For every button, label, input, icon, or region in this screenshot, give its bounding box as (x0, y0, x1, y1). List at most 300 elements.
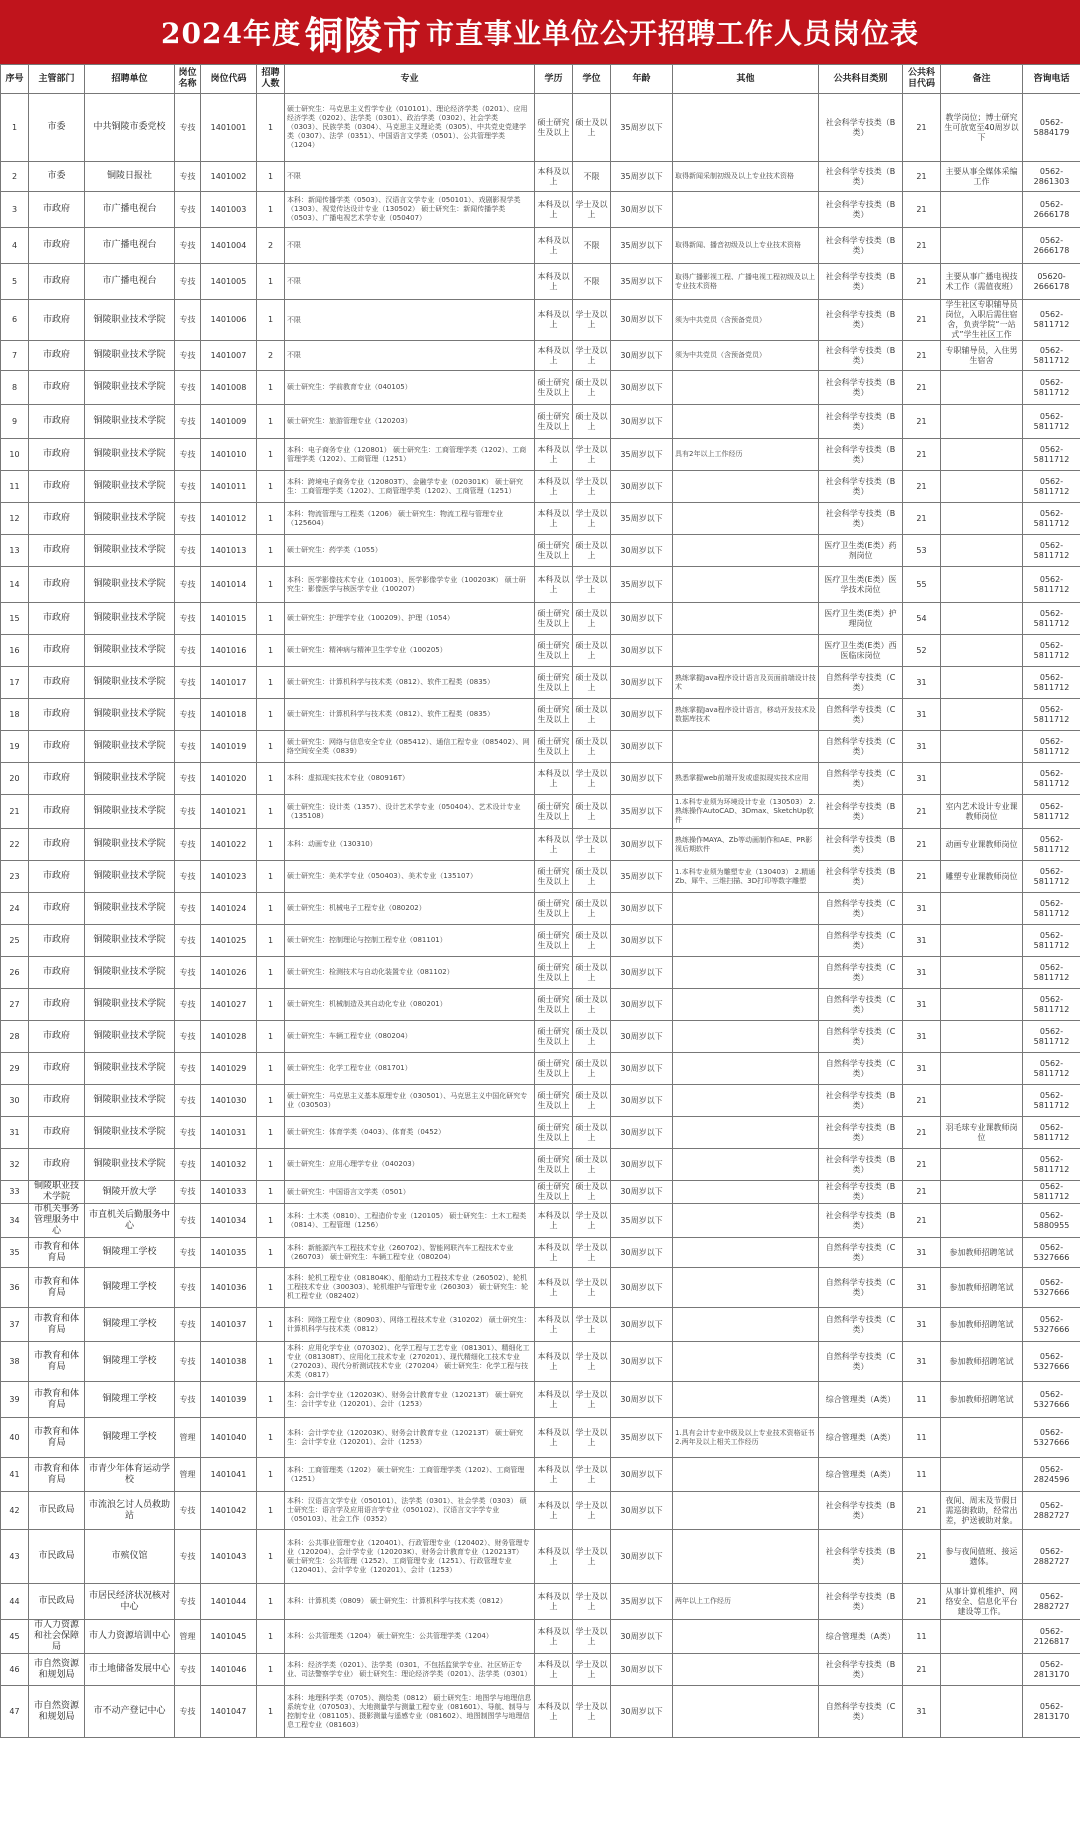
cell-age: 30周岁以下 (611, 1686, 673, 1738)
cell-num: 1 (257, 861, 285, 893)
cell-age: 30周岁以下 (611, 1458, 673, 1492)
cell-num: 1 (257, 1204, 285, 1238)
cell-phone: 0562-5811712 (1023, 925, 1080, 957)
cell-subject: 自然科学专技类（C类） (819, 989, 903, 1021)
cell-post: 专技 (175, 228, 201, 264)
cell-unit: 铜陵理工学校 (85, 1238, 175, 1268)
cell-edu: 硕士研究生及以上 (535, 989, 573, 1021)
cell-subject: 社会科学专技类（B类） (819, 300, 903, 341)
cell-no: 37 (1, 1308, 29, 1342)
cell-degree: 学士及以上 (573, 1686, 611, 1738)
cell-note (941, 535, 1023, 567)
cell-no: 9 (1, 405, 29, 439)
col-header-unit: 招聘单位 (85, 65, 175, 94)
cell-other (673, 925, 819, 957)
cell-note (941, 1458, 1023, 1492)
cell-major: 本科：经济学类（0201）、法学类（0301，不包括监狱学专业、社区矫正专业、司法警察学专业） 硕士研究生：理论经济学类（0201）、法学类（0301） (285, 1654, 535, 1686)
cell-dept: 市政府 (29, 1149, 85, 1181)
cell-post: 专技 (175, 1181, 201, 1204)
cell-age: 30周岁以下 (611, 1620, 673, 1654)
cell-edu: 本科及以上 (535, 1308, 573, 1342)
cell-subject: 自然科学专技类（C类） (819, 1053, 903, 1085)
cell-degree: 学士及以上 (573, 1268, 611, 1308)
cell-note (941, 405, 1023, 439)
cell-subcode: 31 (903, 699, 941, 731)
cell-post: 专技 (175, 763, 201, 795)
cell-degree: 硕士及以上 (573, 699, 611, 731)
cell-post: 专技 (175, 94, 201, 162)
cell-subcode: 54 (903, 603, 941, 635)
cell-age: 35周岁以下 (611, 162, 673, 192)
cell-degree: 硕士及以上 (573, 1149, 611, 1181)
cell-post: 管理 (175, 1418, 201, 1458)
table-row (1, 94, 1080, 162)
cell-major: 不限 (285, 341, 535, 371)
cell-no: 47 (1, 1686, 29, 1738)
col-header-major: 专业 (285, 65, 535, 94)
cell-edu: 硕士研究生及以上 (535, 603, 573, 635)
cell-num: 1 (257, 1620, 285, 1654)
cell-age: 30周岁以下 (611, 1181, 673, 1204)
cell-phone: 0562-5327666 (1023, 1342, 1080, 1382)
cell-note (941, 1204, 1023, 1238)
cell-num: 1 (257, 1458, 285, 1492)
cell-other (673, 94, 819, 162)
cell-num: 1 (257, 1584, 285, 1620)
table-row (1, 635, 1080, 667)
cell-subcode: 21 (903, 439, 941, 471)
cell-dept: 市政府 (29, 371, 85, 405)
cell-age: 35周岁以下 (611, 503, 673, 535)
cell-no: 24 (1, 893, 29, 925)
cell-subcode: 21 (903, 795, 941, 829)
cell-no: 20 (1, 763, 29, 795)
cell-degree: 学士及以上 (573, 300, 611, 341)
cell-major: 本科：动画专业（130310） (285, 829, 535, 861)
cell-unit: 铜陵职业技术学院 (85, 795, 175, 829)
cell-no: 29 (1, 1053, 29, 1085)
cell-post: 专技 (175, 1492, 201, 1530)
cell-age: 30周岁以下 (611, 1654, 673, 1686)
cell-other (673, 1181, 819, 1204)
cell-subject: 自然科学专技类（C类） (819, 1308, 903, 1342)
cell-subject: 自然科学专技类（C类） (819, 893, 903, 925)
cell-subject: 社会科学专技类（B类） (819, 1149, 903, 1181)
cell-other (673, 1085, 819, 1117)
cell-major: 硕士研究生：中国语言文学类（0501） (285, 1181, 535, 1204)
cell-dept: 市政府 (29, 795, 85, 829)
cell-unit: 市广播电视台 (85, 264, 175, 300)
table-row (1, 1149, 1080, 1181)
cell-degree: 学士及以上 (573, 1620, 611, 1654)
cell-dept: 市政府 (29, 829, 85, 861)
cell-note (941, 1021, 1023, 1053)
page-title-banner (0, 0, 1080, 64)
cell-edu: 本科及以上 (535, 1418, 573, 1458)
cell-age: 30周岁以下 (611, 405, 673, 439)
cell-phone: 0562-5811712 (1023, 1085, 1080, 1117)
cell-no: 40 (1, 1418, 29, 1458)
cell-post: 专技 (175, 1308, 201, 1342)
cell-major: 不限 (285, 264, 535, 300)
cell-dept: 市民政局 (29, 1492, 85, 1530)
cell-unit: 铜陵职业技术学院 (85, 405, 175, 439)
cell-dept: 市政府 (29, 893, 85, 925)
cell-num: 1 (257, 829, 285, 861)
cell-dept: 市政府 (29, 228, 85, 264)
cell-major: 硕士研究生：计算机科学与技术类（0812）、软件工程类（0835） (285, 699, 535, 731)
cell-code: 1401030 (201, 1085, 257, 1117)
cell-post: 管理 (175, 1620, 201, 1654)
cell-no: 42 (1, 1492, 29, 1530)
cell-unit: 铜陵职业技术学院 (85, 699, 175, 731)
table-row (1, 603, 1080, 635)
cell-num: 1 (257, 1342, 285, 1382)
cell-post: 专技 (175, 162, 201, 192)
cell-num: 1 (257, 192, 285, 228)
cell-code: 1401007 (201, 341, 257, 371)
cell-subject: 综合管理类（A类） (819, 1620, 903, 1654)
cell-post: 专技 (175, 731, 201, 763)
title-city: 铜陵市 (304, 12, 422, 58)
cell-num: 1 (257, 893, 285, 925)
cell-post: 专技 (175, 603, 201, 635)
cell-code: 1401031 (201, 1117, 257, 1149)
cell-unit: 铜陵开放大学 (85, 1181, 175, 1204)
cell-other (673, 989, 819, 1021)
cell-subject: 社会科学专技类（B类） (819, 439, 903, 471)
cell-dept: 市政府 (29, 989, 85, 1021)
cell-unit: 中共铜陵市委党校 (85, 94, 175, 162)
cell-note (941, 989, 1023, 1021)
cell-no: 17 (1, 667, 29, 699)
cell-age: 30周岁以下 (611, 1268, 673, 1308)
cell-subcode: 21 (903, 405, 941, 439)
cell-degree: 学士及以上 (573, 341, 611, 371)
col-header-no: 序号 (1, 65, 29, 94)
cell-other (673, 893, 819, 925)
cell-no: 36 (1, 1268, 29, 1308)
cell-edu: 本科及以上 (535, 1654, 573, 1686)
cell-unit: 铜陵职业技术学院 (85, 1149, 175, 1181)
cell-note (941, 667, 1023, 699)
cell-age: 30周岁以下 (611, 341, 673, 371)
cell-post: 专技 (175, 1117, 201, 1149)
col-header-degree: 学位 (573, 65, 611, 94)
cell-age: 30周岁以下 (611, 925, 673, 957)
cell-dept: 市教育和体育局 (29, 1418, 85, 1458)
cell-num: 1 (257, 1117, 285, 1149)
cell-subject: 社会科学专技类（B类） (819, 1654, 903, 1686)
cell-edu: 本科及以上 (535, 300, 573, 341)
cell-note (941, 371, 1023, 405)
cell-post: 专技 (175, 1085, 201, 1117)
cell-code: 1401002 (201, 162, 257, 192)
cell-degree: 学士及以上 (573, 1342, 611, 1382)
cell-no: 28 (1, 1021, 29, 1053)
cell-num: 1 (257, 989, 285, 1021)
cell-other (673, 1149, 819, 1181)
table-row (1, 405, 1080, 439)
cell-other (673, 731, 819, 763)
cell-no: 27 (1, 989, 29, 1021)
col-header-edu: 学历 (535, 65, 573, 94)
cell-other: 熟练操作MAYA、Zb等动画制作和AE、PR影视后期软件 (673, 829, 819, 861)
cell-note: 参加教师招聘笔试 (941, 1382, 1023, 1418)
table-row (1, 1342, 1080, 1382)
cell-phone: 0562-5811712 (1023, 1021, 1080, 1053)
cell-edu: 硕士研究生及以上 (535, 1181, 573, 1204)
cell-edu: 本科及以上 (535, 1620, 573, 1654)
table-row (1, 1418, 1080, 1458)
cell-code: 1401024 (201, 893, 257, 925)
cell-subcode: 31 (903, 1021, 941, 1053)
cell-subcode: 31 (903, 1053, 941, 1085)
cell-dept: 市教育和体育局 (29, 1308, 85, 1342)
cell-edu: 本科及以上 (535, 1584, 573, 1620)
cell-unit: 市流浪乞讨人员救助站 (85, 1492, 175, 1530)
cell-subject: 自然科学专技类（C类） (819, 1268, 903, 1308)
cell-code: 1401019 (201, 731, 257, 763)
col-header-age: 年龄 (611, 65, 673, 94)
cell-subcode: 21 (903, 1085, 941, 1117)
cell-code: 1401037 (201, 1308, 257, 1342)
cell-subject: 社会科学专技类（B类） (819, 861, 903, 893)
cell-subcode: 21 (903, 1530, 941, 1584)
cell-other (673, 603, 819, 635)
cell-major: 硕士研究生：控制理论与控制工程专业（081101） (285, 925, 535, 957)
cell-other (673, 1268, 819, 1308)
cell-dept: 市民政局 (29, 1584, 85, 1620)
cell-major: 本科：网络工程专业（80903）、网络工程技术专业（310202） 硕士研究生：计算机科学与技术类（0812） (285, 1308, 535, 1342)
cell-age: 30周岁以下 (611, 1085, 673, 1117)
cell-code: 1401006 (201, 300, 257, 341)
cell-edu: 本科及以上 (535, 228, 573, 264)
cell-note (941, 1053, 1023, 1085)
cell-code: 1401001 (201, 94, 257, 162)
cell-phone: 0562-2882727 (1023, 1492, 1080, 1530)
cell-code: 1401020 (201, 763, 257, 795)
cell-num: 1 (257, 635, 285, 667)
cell-unit: 铜陵职业技术学院 (85, 925, 175, 957)
cell-degree: 硕士及以上 (573, 731, 611, 763)
cell-other: 1.本科专业须为雕塑专业（130403） 2.精通Zb、犀牛、三维扫描、3D打印等数字雕塑 (673, 861, 819, 893)
cell-unit: 铜陵职业技术学院 (85, 371, 175, 405)
cell-degree: 学士及以上 (573, 471, 611, 503)
cell-post: 专技 (175, 795, 201, 829)
cell-dept: 市政府 (29, 192, 85, 228)
cell-code: 1401009 (201, 405, 257, 439)
cell-edu: 硕士研究生及以上 (535, 371, 573, 405)
cell-major: 本科：新闻传播学类（0503）、汉语言文学专业（050101）、戏剧影视学类（1303）、视觉传达设计专业（130502） 硕士研究生：新闻传播学类（0503）、广播电视艺术学专业（050407） (285, 192, 535, 228)
cell-major: 本科：会计学专业（120203K）、财务会计教育专业（120213T） 硕士研究生：会计学专业（120201）、会计（1253） (285, 1382, 535, 1418)
cell-dept: 市政府 (29, 1021, 85, 1053)
cell-major: 不限 (285, 228, 535, 264)
cell-other: 须为中共党员（含预备党员） (673, 341, 819, 371)
cell-major: 硕士研究生：机械电子工程专业（080202） (285, 893, 535, 925)
title-prefix: 2024年度 (161, 17, 301, 50)
table-row (1, 1686, 1080, 1738)
cell-age: 35周岁以下 (611, 567, 673, 603)
cell-degree: 硕士及以上 (573, 989, 611, 1021)
cell-note (941, 731, 1023, 763)
cell-num: 1 (257, 471, 285, 503)
cell-degree: 硕士及以上 (573, 861, 611, 893)
cell-unit: 铜陵职业技术学院 (85, 535, 175, 567)
cell-unit: 铜陵理工学校 (85, 1308, 175, 1342)
cell-age: 30周岁以下 (611, 989, 673, 1021)
cell-dept: 市政府 (29, 300, 85, 341)
cell-age: 30周岁以下 (611, 1308, 673, 1342)
cell-post: 专技 (175, 1021, 201, 1053)
cell-subject: 社会科学专技类（B类） (819, 471, 903, 503)
table-row (1, 829, 1080, 861)
cell-unit: 铜陵理工学校 (85, 1418, 175, 1458)
cell-post: 专技 (175, 1342, 201, 1382)
cell-age: 35周岁以下 (611, 228, 673, 264)
cell-num: 1 (257, 300, 285, 341)
cell-edu: 本科及以上 (535, 1458, 573, 1492)
cell-no: 30 (1, 1085, 29, 1117)
cell-unit: 铜陵职业技术学院 (85, 1021, 175, 1053)
cell-post: 专技 (175, 341, 201, 371)
cell-code: 1401003 (201, 192, 257, 228)
cell-phone: 0562-5811712 (1023, 667, 1080, 699)
cell-edu: 本科及以上 (535, 1530, 573, 1584)
cell-num: 1 (257, 1382, 285, 1418)
cell-subcode: 21 (903, 861, 941, 893)
cell-num: 1 (257, 795, 285, 829)
cell-unit: 市广播电视台 (85, 228, 175, 264)
table-row (1, 1238, 1080, 1268)
cell-other (673, 1204, 819, 1238)
cell-code: 1401042 (201, 1492, 257, 1530)
cell-dept: 市政府 (29, 667, 85, 699)
cell-unit: 市不动产登记中心 (85, 1686, 175, 1738)
cell-subcode: 31 (903, 989, 941, 1021)
cell-phone: 0562-5327666 (1023, 1418, 1080, 1458)
table-row (1, 1021, 1080, 1053)
cell-no: 34 (1, 1204, 29, 1238)
cell-no: 43 (1, 1530, 29, 1584)
cell-subject: 自然科学专技类（C类） (819, 925, 903, 957)
cell-num: 1 (257, 264, 285, 300)
cell-subject: 社会科学专技类（B类） (819, 503, 903, 535)
cell-other (673, 1117, 819, 1149)
cell-phone: 0562-5811712 (1023, 603, 1080, 635)
cell-note (941, 603, 1023, 635)
cell-subject: 医疗卫生类(E类）药剂岗位 (819, 535, 903, 567)
cell-phone: 0562-5884179 (1023, 94, 1080, 162)
table-row (1, 264, 1080, 300)
cell-degree: 学士及以上 (573, 1584, 611, 1620)
cell-num: 1 (257, 731, 285, 763)
cell-subject: 社会科学专技类（B类） (819, 264, 903, 300)
cell-subject: 社会科学专技类（B类） (819, 94, 903, 162)
cell-note (941, 1654, 1023, 1686)
cell-phone: 0562-5811712 (1023, 635, 1080, 667)
cell-code: 1401015 (201, 603, 257, 635)
cell-age: 35周岁以下 (611, 439, 673, 471)
cell-major: 本科：工商管理类（1202） 硕士研究生：工商管理学类（1202）、工商管理（1251） (285, 1458, 535, 1492)
cell-dept: 市政府 (29, 1053, 85, 1085)
cell-degree: 学士及以上 (573, 1418, 611, 1458)
table-row (1, 1181, 1080, 1204)
cell-subject: 社会科学专技类（B类） (819, 1181, 903, 1204)
cell-dept: 市政府 (29, 567, 85, 603)
cell-degree: 硕士及以上 (573, 405, 611, 439)
cell-unit: 铜陵理工学校 (85, 1342, 175, 1382)
cell-phone: 0562-5327666 (1023, 1268, 1080, 1308)
cell-other (673, 1053, 819, 1085)
cell-dept: 市政府 (29, 535, 85, 567)
cell-major: 硕士研究生：网络与信息安全专业（085412）、通信工程专业（085402）、网络空间安全类（0839） (285, 731, 535, 763)
cell-note (941, 635, 1023, 667)
cell-edu: 硕士研究生及以上 (535, 893, 573, 925)
cell-post: 专技 (175, 567, 201, 603)
cell-no: 8 (1, 371, 29, 405)
cell-degree: 学士及以上 (573, 503, 611, 535)
cell-subject: 社会科学专技类（B类） (819, 1584, 903, 1620)
cell-major: 不限 (285, 162, 535, 192)
cell-phone: 0562-5327666 (1023, 1238, 1080, 1268)
cell-edu: 硕士研究生及以上 (535, 405, 573, 439)
cell-degree: 不限 (573, 162, 611, 192)
cell-phone: 0562-2861303 (1023, 162, 1080, 192)
cell-other: 两年以上工作经历 (673, 1584, 819, 1620)
cell-degree: 硕士及以上 (573, 371, 611, 405)
cell-phone: 0562-5811712 (1023, 405, 1080, 439)
cell-age: 30周岁以下 (611, 1021, 673, 1053)
cell-major: 硕士研究生：精神病与精神卫生学专业（100205） (285, 635, 535, 667)
cell-edu: 硕士研究生及以上 (535, 925, 573, 957)
cell-other (673, 1492, 819, 1530)
table-row (1, 925, 1080, 957)
cell-no: 21 (1, 795, 29, 829)
cell-note: 羽毛球专业课教师岗位 (941, 1117, 1023, 1149)
cell-other: 熟练掌握Java程序设计语言及页面前端设计技术 (673, 667, 819, 699)
cell-no: 19 (1, 731, 29, 763)
cell-other (673, 1686, 819, 1738)
cell-major: 本科：地理科学类（0705）、测绘类（0812） 硕士研究生：地图学与地理信息系统专业（070503）、大地测量学与测量工程专业（081601）、导航、制导与控制专业（081105）、摄影测量与遥感专业（081602）、地图制图学与地理信息工程专业（081603） (285, 1686, 535, 1738)
cell-major: 硕士研究生：计算机科学与技术类（0812）、软件工程类（0835） (285, 667, 535, 699)
cell-code: 1401043 (201, 1530, 257, 1584)
cell-subcode: 21 (903, 300, 941, 341)
cell-note (941, 192, 1023, 228)
cell-no: 38 (1, 1342, 29, 1382)
cell-degree: 学士及以上 (573, 1382, 611, 1418)
cell-unit: 铜陵职业技术学院 (85, 893, 175, 925)
cell-other: 取得广播影视工程、广播电视工程初级及以上专业技术资格 (673, 264, 819, 300)
cell-code: 1401036 (201, 1268, 257, 1308)
cell-code: 1401044 (201, 1584, 257, 1620)
cell-phone: 0562-5811712 (1023, 731, 1080, 763)
cell-no: 6 (1, 300, 29, 341)
cell-post: 专技 (175, 1654, 201, 1686)
cell-phone: 0562-5327666 (1023, 1382, 1080, 1418)
col-header-dept: 主管部门 (29, 65, 85, 94)
cell-age: 35周岁以下 (611, 94, 673, 162)
cell-major: 硕士研究生：车辆工程专业（080204） (285, 1021, 535, 1053)
cell-post: 专技 (175, 667, 201, 699)
cell-post: 专技 (175, 957, 201, 989)
cell-no: 41 (1, 1458, 29, 1492)
cell-phone: 0562-5811712 (1023, 1181, 1080, 1204)
cell-major: 硕士研究生：学前教育专业（040105） (285, 371, 535, 405)
cell-subject: 社会科学专技类（B类） (819, 162, 903, 192)
cell-degree: 学士及以上 (573, 1238, 611, 1268)
cell-code: 1401011 (201, 471, 257, 503)
